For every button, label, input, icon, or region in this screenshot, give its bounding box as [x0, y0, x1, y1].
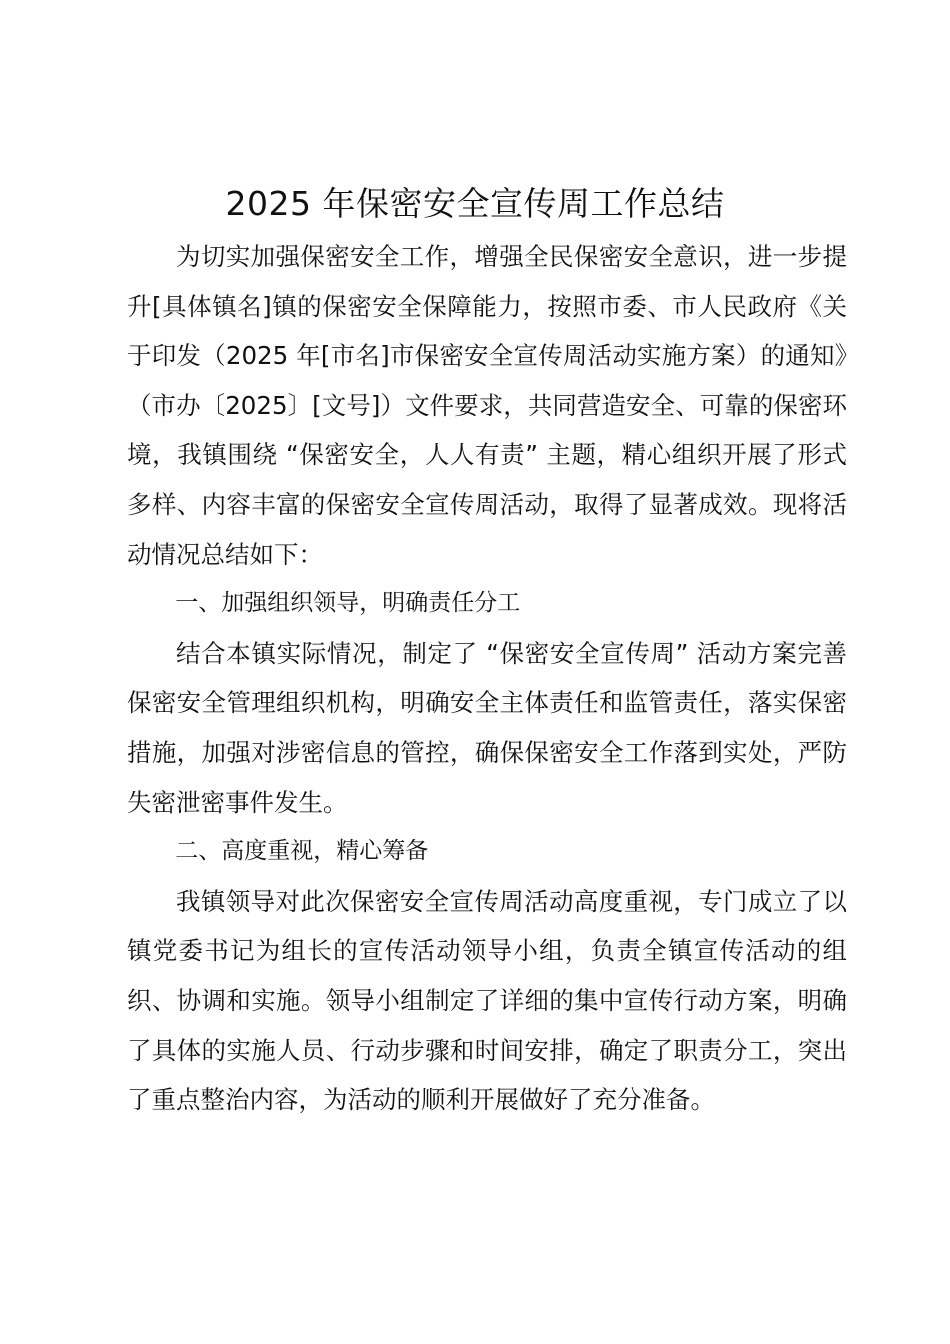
section-heading-1: 一、加强组织领导，明确责任分工	[175, 590, 521, 617]
document-body	[127, 232, 847, 1125]
intro-paragraph: 为切实加强保密安全工作，增强全民保密安全意识，进一步提升[具体镇名]镇的保密安全保障能力，按照市委、市人民政府《关于印发（2025 年[市名]市保密安全宣传周活动实施方案）的通知》（市办〔2025〕[文号]）文件要求，共同营造安全、可靠的保密环境，我镇围绕 “保密安全，人人有责” 主题，精心组织开展了形式多样、内容丰富的保密安全宣传周活动，取得了显著成效。现将活动情况总结如下：	[127, 242, 847, 569]
section-paragraph-2: 我镇领导对此次保密安全宣传周活动高度重视，专门成立了以镇党委书记为组长的宣传活动领导小组，负责全镇宣传活动的组织、协调和实施。领导小组制定了详细的集中宣传行动方案，明确了具体的实施人员、行动步骤和时间安排，确定了职责分工，突出了重点整治内容，为活动的顺利开展做好了充分准备。	[127, 886, 847, 1115]
document-title: 2025 年保密安全宣传周工作总结	[225, 184, 725, 223]
section-paragraph-1: 结合本镇实际情况，制定了 “保密安全宣传周” 活动方案完善保密安全管理组织机构，明确安全主体责任和监管责任，落实保密措施，加强对涉密信息的管控，确保保密安全工作落到实处，严防失密泄密事件发生。	[127, 638, 847, 817]
section-heading-2: 二、高度重视，精心筹备	[175, 838, 429, 865]
